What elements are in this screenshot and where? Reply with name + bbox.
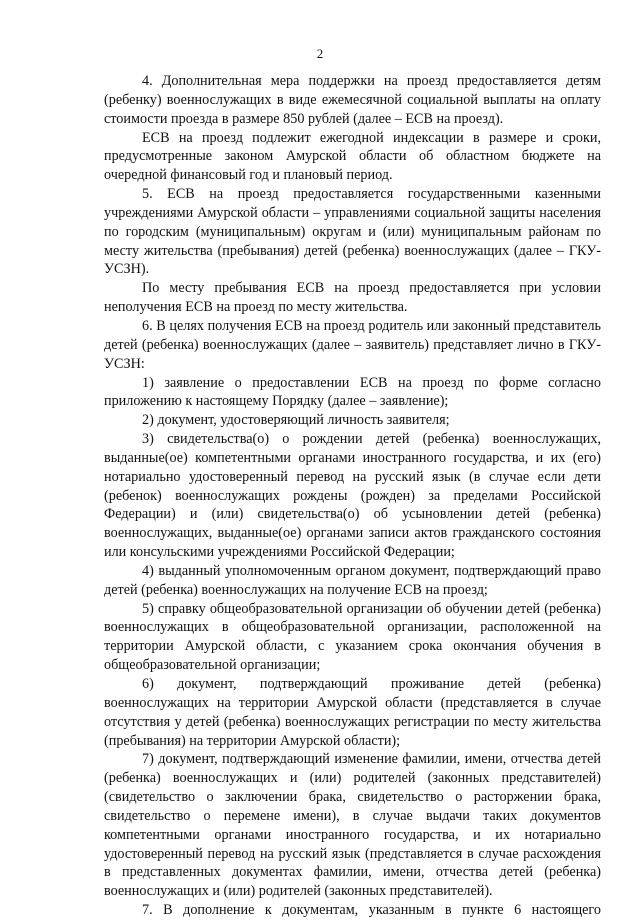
paragraph-7: 7. В дополнение к документам, указанным в пункте 6 настоящего — [142, 902, 601, 919]
list-item-7: 7) документ, подтверждающий изменение фамилии, имени, отчества детей (ребенка) военнослужащих и (или) родителей (законных представителей) (свидетельство о заключении брака, свидетельство о расторжении брака, свидетельство о перемене имени), в случае выдачи таких документов компетентными органами иностранного государства, и их нотариально удостоверенный перевод на русский язык (представляется в случае расхождения в представленных документах фамилии, имени, отчества детей (ребенка) военнослужащих и (или) родителей (законных представителей). — [104, 751, 601, 900]
paragraph-5: 5. ЕСВ на проезд предоставляется государственными казенными учреждениями Амурской области – управлениями социальной защиты населения по городским (муниципальным) округам и (или) муниципальным районам по месту жительства (пребывания) детей (ребенка) военнослужащих (далее – ГКУ-УСЗН). — [104, 186, 601, 278]
paragraph-4-indexation: ЕСВ на проезд подлежит ежегодной индексации в размере и сроки, предусмотренные законом Амурской области об областном бюджете на очередной финансовый год и плановый период. — [104, 129, 601, 184]
paragraph-6: 6. В целях получения ЕСВ на проезд родитель или законный представитель детей (ребенка) военнослужащих (далее – заявитель) представляет лично в ГКУ-УСЗН: — [104, 317, 601, 372]
list-item-6: 6) документ, подтверждающий проживание детей (ребенка) военнослужащих на территории Амурской области (представляется в случае отсутствия у детей (ребенка) военнослужащих регистрации по месту жительства (пребывания) на территории Амурской области); — [104, 676, 601, 749]
list-item-1: 1) заявление о предоставлении ЕСВ на проезд по форме согласно приложению к настоящему Порядку (далее – заявление); — [104, 374, 601, 410]
list-item-5: 5) справку общеобразовательной организации об обучении детей (ребенка) военнослужащих в общеобразовательной организации, расположенной на территории Амурской области, с указанием срока окончания обучения в общеобразовательной организации; — [104, 600, 601, 674]
paragraph-4: 4. Дополнительная мера поддержки на проезд предоставляется детям (ребенку) военнослужащих в виде ежемесячной социальной выплаты на оплату стоимости проезда в размере 850 рублей (далее – ЕСВ на проезд). — [104, 73, 601, 127]
list-item-3: 3) свидетельства(о) о рождении детей (ребенка) военнослужащих, выданные(ое) компетентными органами иностранного государства, и их (его) нотариально удостоверенный перевод на русский язык (в случае если дети (ребенок) военнослужащих рождены (рожден) за пределами Российской Федерации) и (или) свидетельства(о) об усыновлении детей (ребенка) военнослужащих, выданные(ое) органами записи актов гражданского состояния или консульскими учреждениями Российской Федерации; — [104, 431, 601, 561]
paragraph-5-place-of-stay: По месту пребывания ЕСВ на проезд предоставляется при условии неполучения ЕСВ на проезд по месту жительства. — [104, 280, 601, 316]
list-item-4: 4) выданный уполномоченным органом документ, подтверждающий право детей (ребенка) военнослужащих на получение ЕСВ на проезд; — [104, 562, 601, 598]
document-body — [104, 72, 601, 920]
page-number: 2 — [316, 46, 324, 61]
list-item-2: 2) документ, удостоверяющий личность заявителя; — [142, 412, 450, 429]
